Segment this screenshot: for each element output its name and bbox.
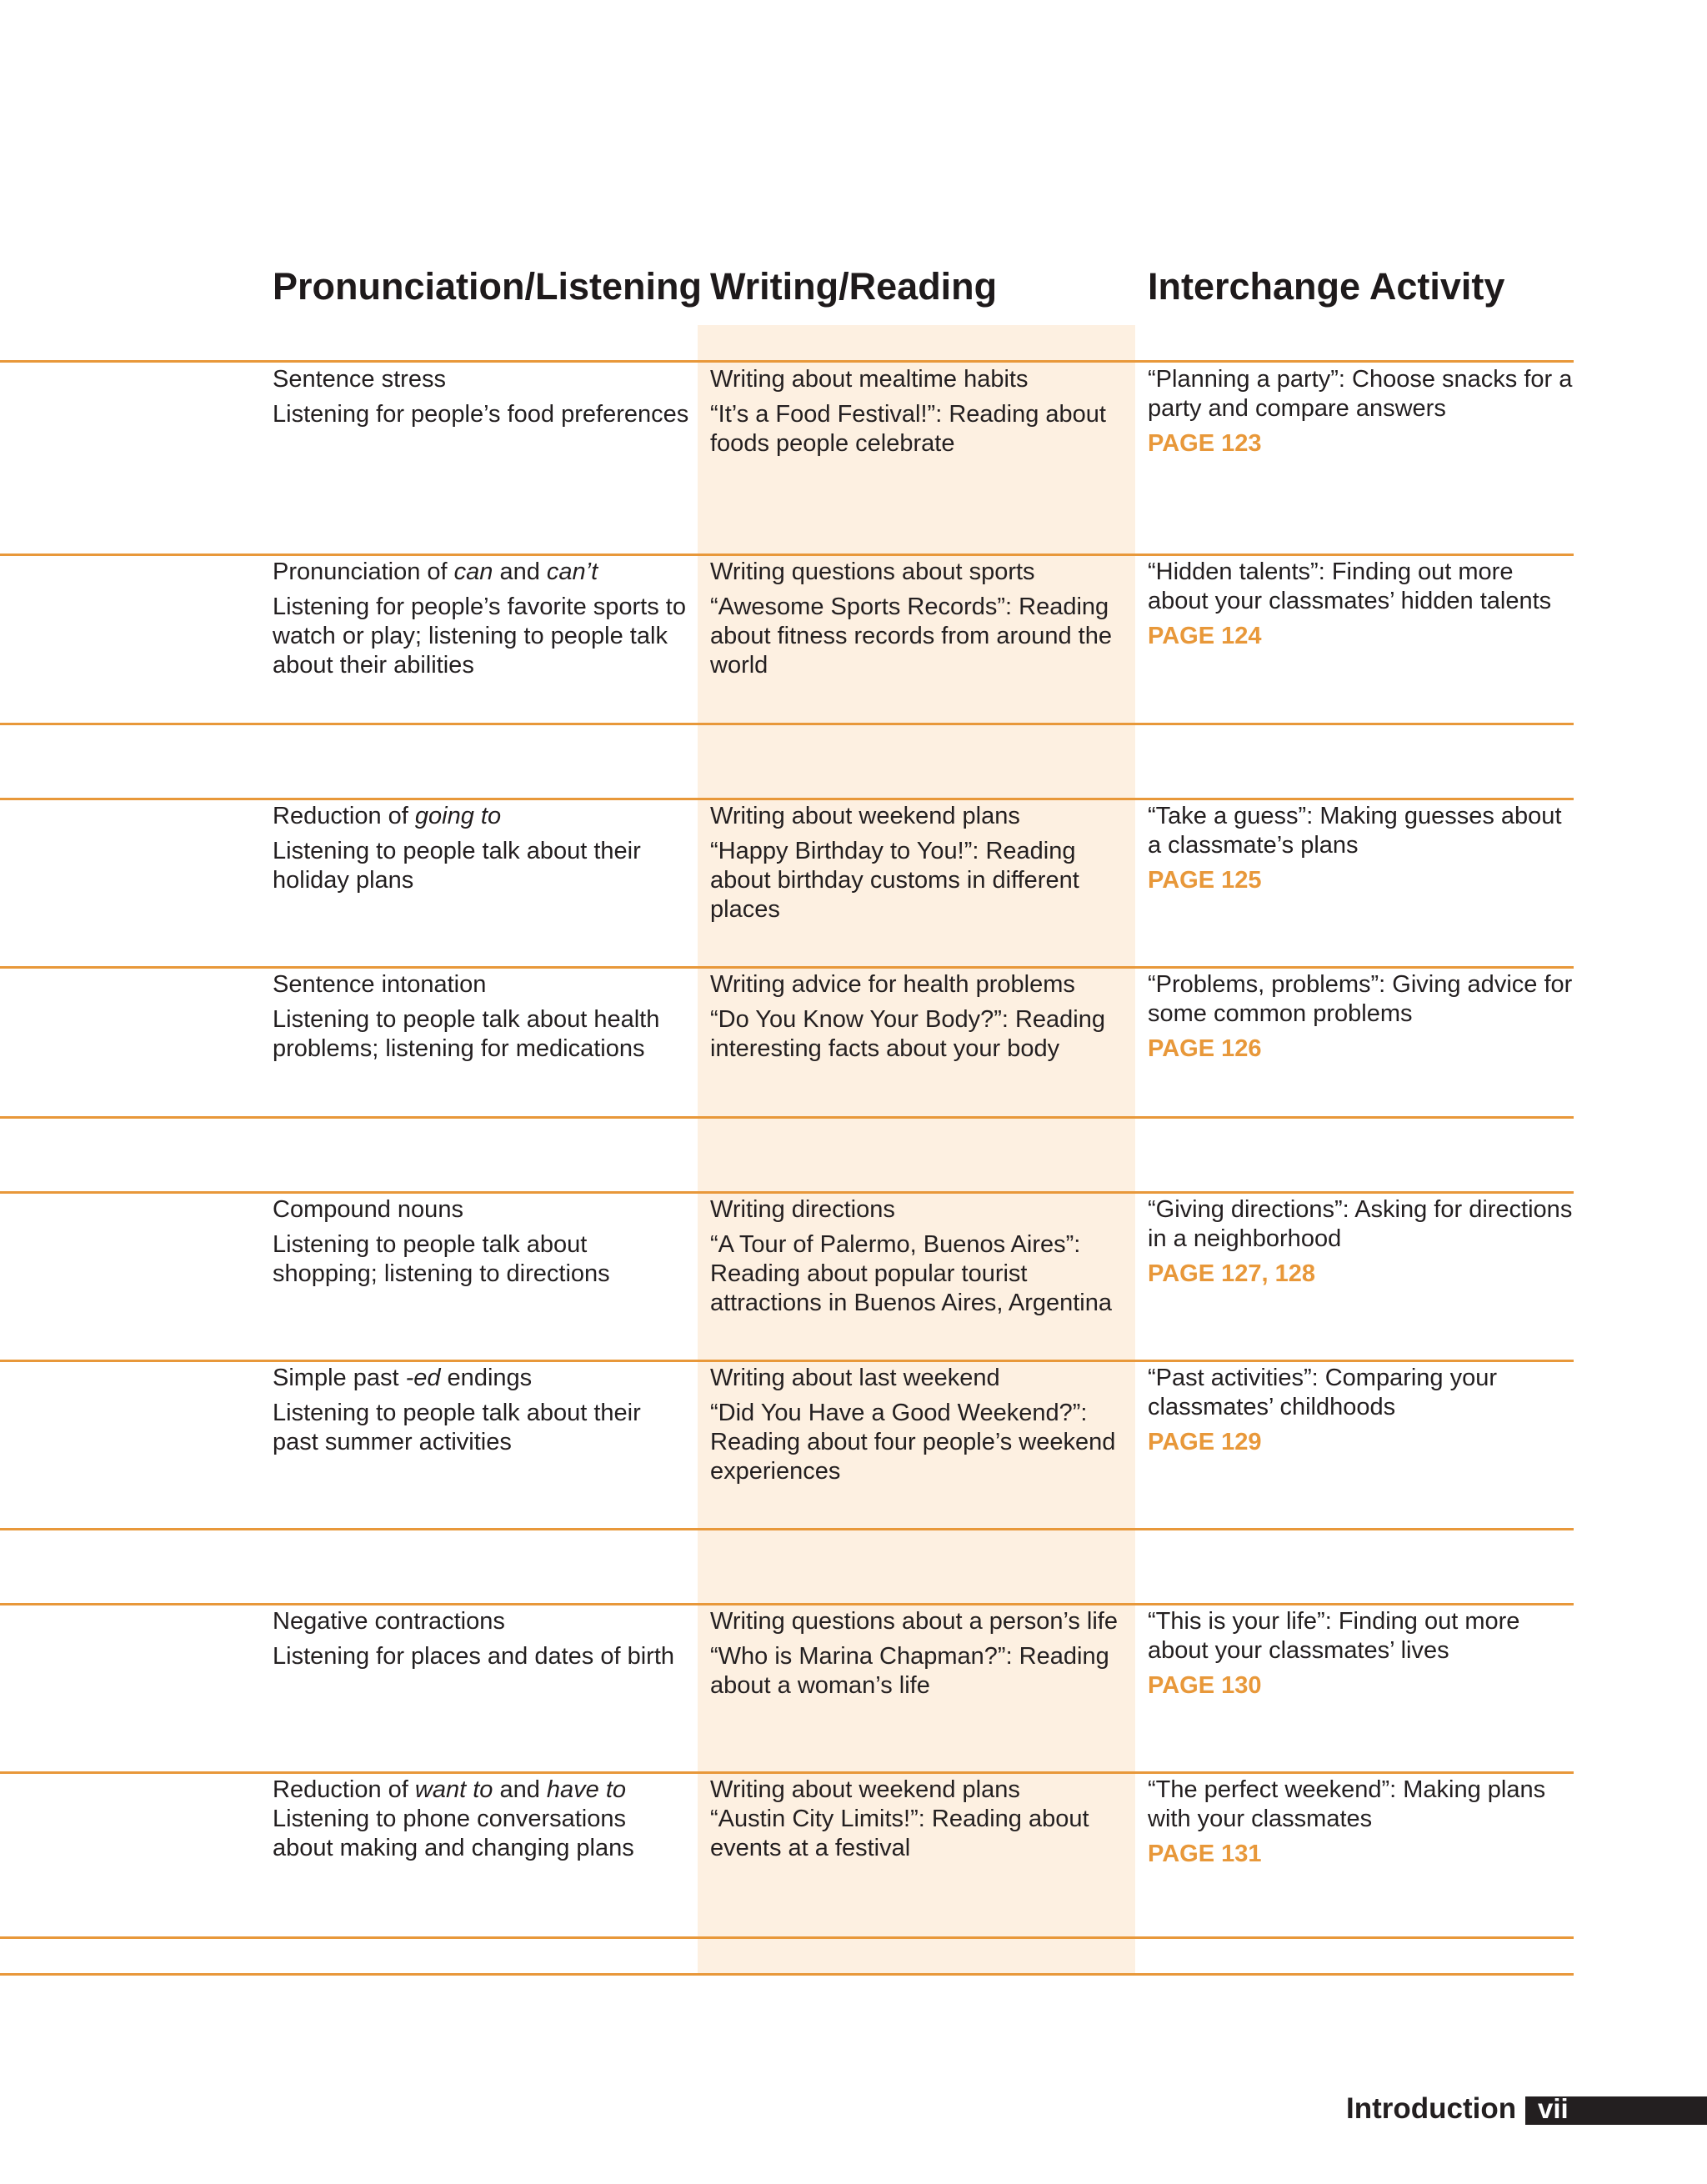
table-row-4-writing [710, 970, 1127, 1064]
page-reference: PAGE 123 [1148, 430, 1262, 457]
table-row-3-writing [710, 802, 1127, 924]
footer-section-label: Introduction [1346, 2092, 1517, 2125]
page-reference: PAGE 126 [1148, 1035, 1262, 1062]
page-reference: PAGE 125 [1148, 867, 1262, 894]
row-divider [0, 966, 1574, 969]
page-reference: PAGE 129 [1148, 1429, 1262, 1455]
table-row-4-activity [1148, 970, 1573, 1064]
writing-task: Writing about weekend plans [710, 1776, 1020, 1803]
unit-divider [0, 1528, 1574, 1530]
reading-task: “Do You Know Your Body?”: Reading interesting facts about your body [710, 1006, 1106, 1062]
table-row-5-pronunciation [273, 1195, 689, 1289]
activity-description: “Planning a party”: Choose snacks for a party and compare answers [1148, 366, 1573, 422]
table-row-2-writing [710, 558, 1127, 680]
table-row-1-activity [1148, 365, 1573, 458]
page-reference: PAGE 131 [1148, 1841, 1262, 1867]
writing-task: Writing directions [710, 1196, 895, 1223]
row-divider [0, 360, 1574, 363]
page-reference: PAGE 130 [1148, 1672, 1262, 1699]
table-row-4-pronunciation [273, 970, 689, 1064]
table-row-7-activity [1148, 1607, 1573, 1701]
reading-task: “Did You Have a Good Weekend?”: Reading about four people’s weekend experiences [710, 1400, 1116, 1485]
pronunciation-point: Pronunciation of can and can’t [273, 559, 598, 585]
page-reference: PAGE 127, 128 [1148, 1260, 1315, 1287]
reading-task: “It’s a Food Festival!”: Reading about foods people celebrate [710, 401, 1106, 457]
activity-description: “This is your life”: Finding out more about your classmates’ lives [1148, 1608, 1520, 1664]
unit-divider [0, 1116, 1574, 1119]
header-writing-reading: Writing/Reading [710, 265, 998, 308]
activity-description: “Past activities”: Comparing your classmates’ childhoods [1148, 1365, 1498, 1420]
row-divider [0, 1936, 1574, 1939]
row-divider [0, 1191, 1574, 1194]
activity-description: “Take a guess”: Making guesses about a classmate’s plans [1148, 803, 1562, 859]
table-row-7-writing [710, 1607, 1127, 1701]
table-row-7-pronunciation [273, 1607, 689, 1671]
row-divider [0, 1603, 1574, 1605]
writing-task: Writing about mealtime habits [710, 366, 1029, 393]
reading-task: “Who is Marina Chapman?”: Reading about a woman’s life [710, 1643, 1109, 1699]
table-row-6-activity [1148, 1364, 1573, 1457]
listening-task: Listening to people talk about health problems; listening for medications [273, 1006, 660, 1062]
listening-task: Listening for people’s favorite sports to watch or play; listening to people talk about their abilities [273, 594, 686, 679]
writing-task: Writing questions about sports [710, 559, 1035, 585]
table-row-2-activity [1148, 558, 1573, 651]
header-interchange-activity: Interchange Activity [1148, 265, 1505, 308]
listening-task: Listening to phone conversations about making and changing plans [273, 1806, 634, 1861]
table-row-6-writing [710, 1364, 1127, 1486]
pronunciation-point: Sentence intonation [273, 971, 487, 998]
table-row-3-pronunciation [273, 802, 689, 895]
pronunciation-point: Sentence stress [273, 366, 446, 393]
table-row-6-pronunciation [273, 1364, 689, 1457]
listening-task: Listening to people talk about shopping; listening to directions [273, 1231, 610, 1287]
pronunciation-point: Reduction of want to and have to [273, 1776, 627, 1803]
row-divider [0, 1771, 1574, 1774]
row-divider [0, 554, 1574, 556]
pronunciation-point: Reduction of going to [273, 803, 502, 829]
table-row-1-writing [710, 365, 1127, 458]
writing-task: Writing advice for health problems [710, 971, 1075, 998]
reading-task: “Happy Birthday to You!”: Reading about birthday customs in different places [710, 838, 1079, 923]
table-row-1-pronunciation [273, 365, 689, 429]
row-divider [0, 798, 1574, 800]
table-row-8-activity [1148, 1776, 1573, 1869]
writing-task: Writing about last weekend [710, 1365, 1000, 1391]
unit-divider [0, 723, 1574, 725]
footer-page-number: vii [1538, 2093, 1569, 2124]
header-pronunciation-listening: Pronunciation/Listening [273, 265, 702, 308]
activity-description: “Giving directions”: Asking for directions in a neighborhood [1148, 1196, 1573, 1252]
pronunciation-point: Simple past -ed endings [273, 1365, 533, 1391]
activity-description: “The perfect weekend”: Making plans with your classmates [1148, 1776, 1546, 1832]
writing-task: Writing questions about a person’s life [710, 1608, 1118, 1635]
listening-task: Listening for places and dates of birth [273, 1643, 675, 1670]
listening-task: Listening to people talk about their holiday plans [273, 838, 641, 894]
writing-task: Writing about weekend plans [710, 803, 1020, 829]
listening-task: Listening to people talk about their past summer activities [273, 1400, 641, 1455]
activity-description: “Hidden talents”: Finding out more about your classmates’ hidden talents [1148, 559, 1552, 614]
table-row-5-writing [710, 1195, 1127, 1318]
table-row-3-activity [1148, 802, 1573, 895]
reading-task: “Awesome Sports Records”: Reading about fitness records from around the world [710, 594, 1112, 679]
table-row-2-pronunciation [273, 558, 689, 680]
table-bottom-rule [0, 1973, 1574, 1976]
reading-task: “A Tour of Palermo, Buenos Aires”: Reading about popular tourist attractions in Buenos Aires, Argentina [710, 1231, 1113, 1316]
table-row-5-activity [1148, 1195, 1573, 1289]
activity-description: “Problems, problems”: Giving advice for some common problems [1148, 971, 1573, 1027]
pronunciation-point: Compound nouns [273, 1196, 463, 1223]
table-row-8-writing [710, 1776, 1127, 1863]
page-reference: PAGE 124 [1148, 623, 1262, 649]
table-row-8-pronunciation [273, 1776, 689, 1863]
reading-task: “Austin City Limits!”: Reading about events at a festival [710, 1806, 1089, 1861]
row-divider [0, 1360, 1574, 1362]
listening-task: Listening for people’s food preferences [273, 401, 689, 428]
pronunciation-point: Negative contractions [273, 1608, 505, 1635]
